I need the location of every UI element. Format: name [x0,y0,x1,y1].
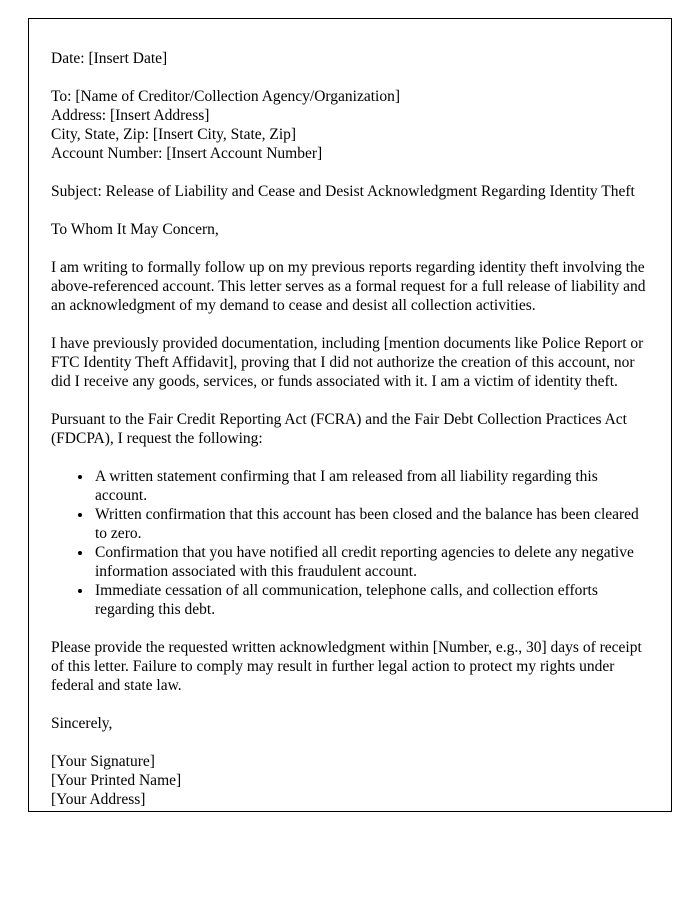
signature-line-signature: [Your Signature] [51,753,155,770]
request-item-release-statement: • A written statement confirming that I am released from all liability regarding this account. [93,467,649,505]
body-paragraph-3: Pursuant to the Fair Credit Reporting Act (FCRA) and the Fair Debt Collection Practices Act (FDCPA), I request the following: [51,411,627,447]
recipient-city-state-zip-line: City, State, Zip: [Insert City, State, Zip] [51,126,297,143]
signature-block [51,752,649,809]
request-list [51,467,649,619]
subject-line: Subject: Release of Liability and Cease and Desist Acknowledgment Regarding Identity Theft [51,183,635,200]
signature-line-printed-name: [Your Printed Name] [51,772,182,789]
body-paragraph-2: I have previously provided documentation, including [mention documents like Police Report or FTC Identity Theft Affidavit], proving that I did not authorize the creation of this account, nor did I receive any goods, services, or funds associated with it. I am a victim of identity theft. [51,335,644,390]
closing-paragraph: Please provide the requested written acknowledgment within [Number, e.g., 30] days of receipt of this letter. Failure to comply may result in further legal action to protect my rights under federal and state law. [51,639,642,694]
request-item-credit-agencies: • Confirmation that you have notified all credit reporting agencies to delete any negative information associated with this fraudulent account. [93,543,649,581]
signoff: Sincerely, [51,715,113,732]
recipient-account-number-line: Account Number: [Insert Account Number] [51,145,323,162]
request-item-cease-communication: • Immediate cessation of all communication, telephone calls, and collection efforts regarding this debt. [93,581,649,619]
date-block [51,49,649,68]
recipient-address-line: Address: [Insert Address] [51,107,210,124]
salutation: To Whom It May Concern, [51,221,219,238]
request-item-account-closed: • Written confirmation that this account has been closed and the balance has been cleared to zero. [93,505,649,543]
recipient-block [51,87,649,163]
date-line: Date: [Insert Date] [51,50,168,67]
signature-line-address: [Your Address] [51,791,146,808]
recipient-to-line: To: [Name of Creditor/Collection Agency/Organization] [51,88,401,105]
letter-container [28,18,672,812]
body-paragraph-1: I am writing to formally follow up on my previous reports regarding identity theft involving the above-referenced account. This letter serves as a formal request for a full release of liability and an acknowledgment of my demand to cease and desist all collection activities. [51,259,646,314]
